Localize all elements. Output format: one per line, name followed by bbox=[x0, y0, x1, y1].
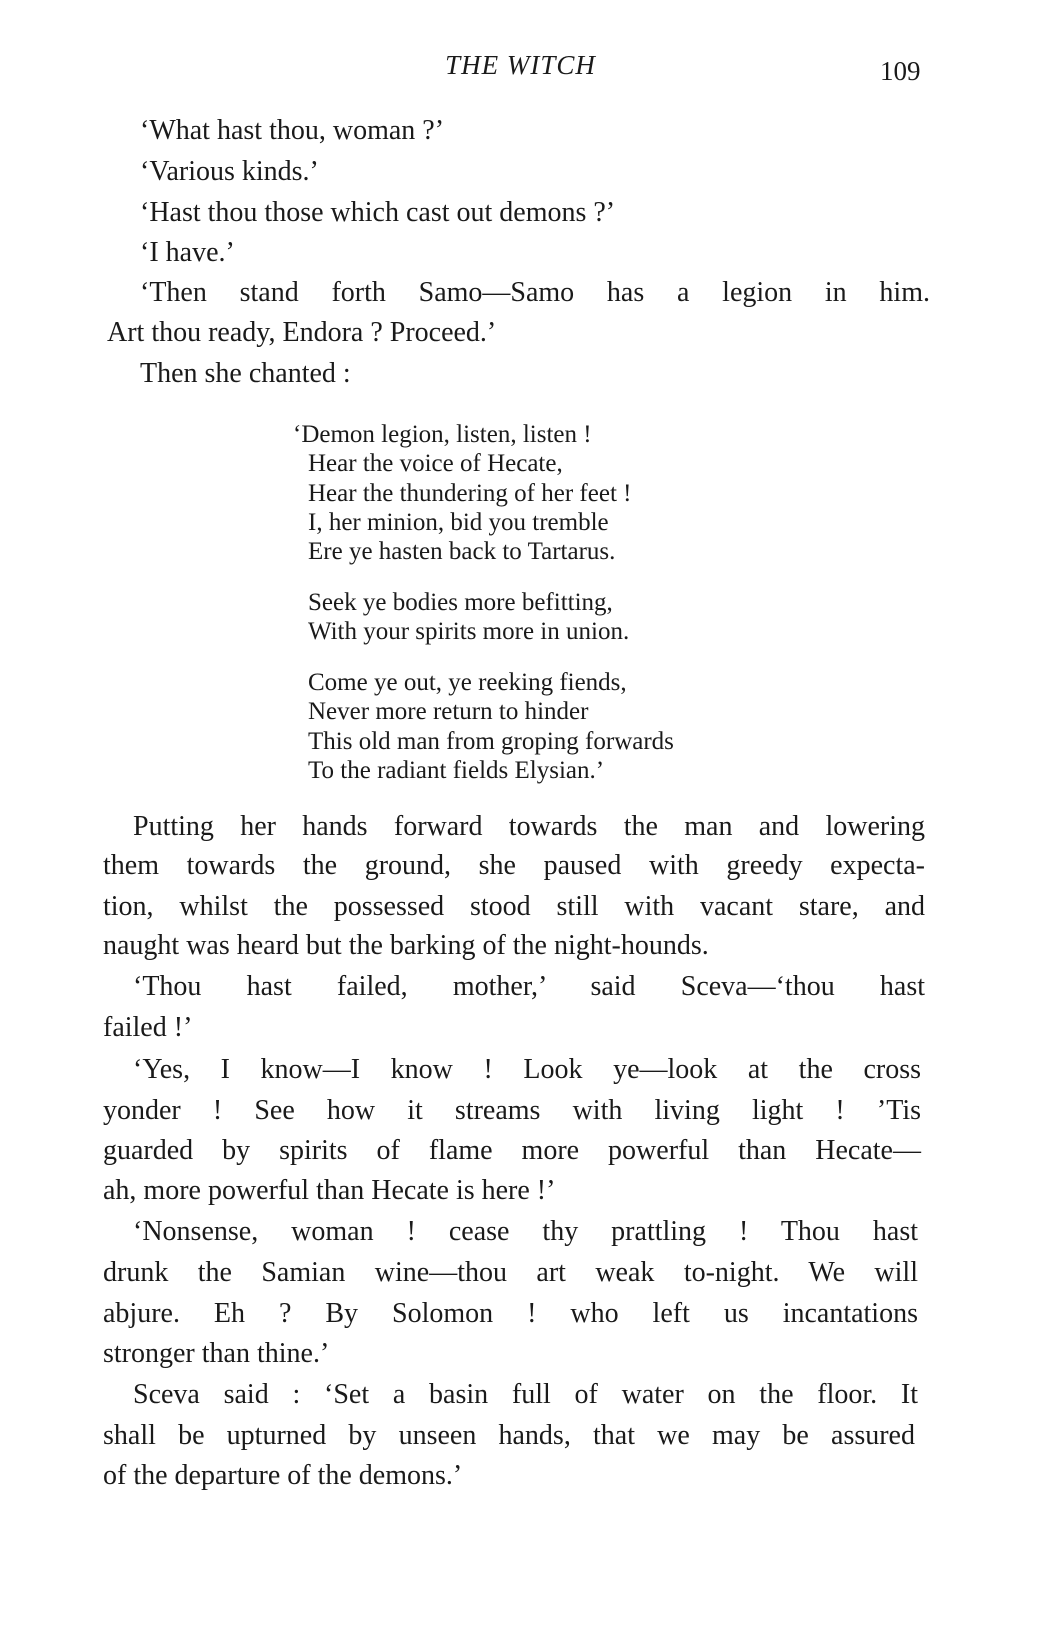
verse-line: To the radiant fields Elysian.’ bbox=[308, 757, 605, 784]
text-line: ‘Thou hast failed, mother,’ said Sceva—‘thou hast bbox=[133, 971, 925, 1002]
verse-line: ‘Demon legion, listen, listen ! bbox=[293, 421, 592, 448]
verse-line: Come ye out, ye reeking fiends, bbox=[308, 669, 627, 696]
running-title: THE WITCH bbox=[445, 50, 596, 80]
verse-line: Hear the thundering of her feet ! bbox=[308, 480, 632, 507]
verse-line: Ere ye hasten back to Tartarus. bbox=[308, 538, 616, 565]
text-line: ‘Then stand forth Samo—Samo has a legion in him. bbox=[140, 277, 930, 308]
text-line: naught was heard but the barking of the night-hounds. bbox=[103, 930, 709, 961]
text-line: stronger than thine.’ bbox=[103, 1338, 330, 1369]
text-line: drunk the Samian wine—thou art weak to-night. We will bbox=[103, 1257, 918, 1288]
text-line: them towards the ground, she paused with greedy expecta- bbox=[103, 850, 925, 881]
text-line: failed !’ bbox=[103, 1012, 193, 1043]
verse-line: I, her minion, bid you tremble bbox=[308, 509, 609, 536]
text-line: abjure. Eh ? By Solomon ! who left us incantations bbox=[103, 1298, 918, 1329]
text-line: tion, whilst the possessed stood still with vacant stare, and bbox=[103, 891, 925, 922]
text-line: yonder ! See how it streams with living light ! ’Tis bbox=[103, 1095, 921, 1126]
verse-line: Never more return to hinder bbox=[308, 698, 589, 725]
text-line: ‘Yes, I know—I know ! Look ye—look at the cross bbox=[133, 1054, 921, 1085]
verse-line: With your spirits more in union. bbox=[308, 618, 630, 645]
text-line: ah, more powerful than Hecate is here !’ bbox=[103, 1175, 556, 1206]
text-line: of the departure of the demons.’ bbox=[103, 1460, 463, 1491]
verse-line: Seek ye bodies more befitting, bbox=[308, 589, 613, 616]
text-line: shall be upturned by unseen hands, that we may be assured bbox=[103, 1420, 915, 1451]
text-line: ‘Hast thou those which cast out demons ?’ bbox=[140, 197, 616, 228]
text-line: ‘Various kinds.’ bbox=[140, 156, 319, 187]
text-line: Sceva said : ‘Set a basin full of water on the floor. It bbox=[133, 1379, 918, 1410]
verse-line: Hear the voice of Hecate, bbox=[308, 450, 563, 477]
text-line: ‘What hast thou, woman ?’ bbox=[140, 115, 445, 146]
text-line: Then she chanted : bbox=[140, 358, 351, 389]
text-line: Art thou ready, Endora ? Proceed.’ bbox=[107, 317, 497, 348]
text-line: guarded by spirits of flame more powerful than Hecate— bbox=[103, 1135, 921, 1166]
verse-line: This old man from groping forwards bbox=[308, 728, 674, 755]
page-number: 109 bbox=[880, 56, 921, 86]
text-line: Putting her hands forward towards the man and lowering bbox=[133, 811, 925, 842]
text-line: ‘Nonsense, woman ! cease thy prattling ! Thou hast bbox=[133, 1216, 918, 1247]
text-line: ‘I have.’ bbox=[140, 237, 235, 268]
